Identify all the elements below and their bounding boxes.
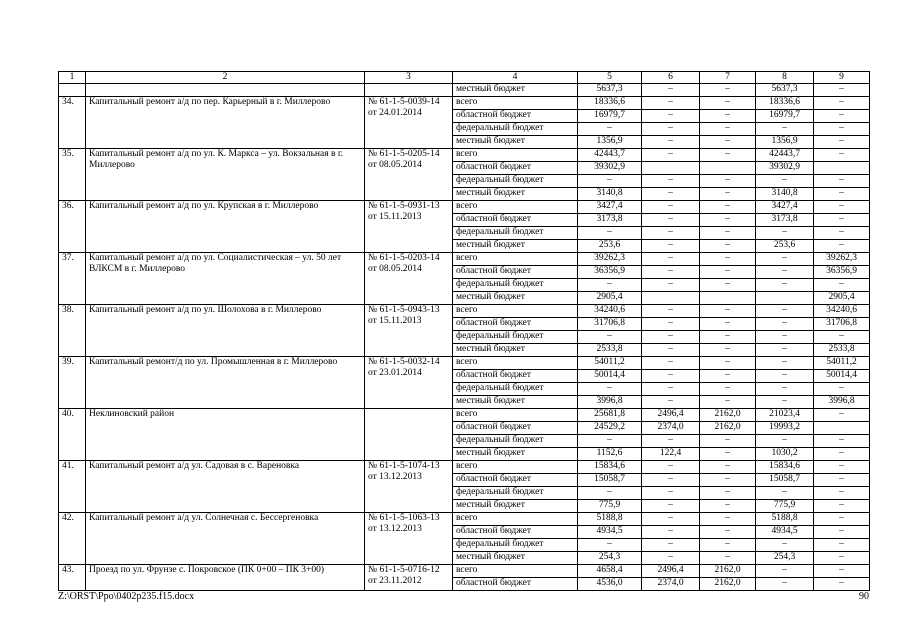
value-cell: 31706,8 (814, 318, 870, 331)
value-cell: – (700, 201, 756, 214)
value-cell: 2374,0 (642, 422, 700, 435)
value-cell: – (700, 84, 756, 97)
value-cell: – (700, 552, 756, 565)
value-cell: – (700, 97, 756, 110)
value-cell: – (814, 500, 870, 513)
value-cell (700, 292, 756, 305)
value-cell: – (578, 123, 642, 136)
value-cell: – (756, 305, 814, 318)
value-cell: – (756, 487, 814, 500)
table-row (59, 201, 870, 214)
value-cell: – (700, 344, 756, 357)
value-cell: – (642, 383, 700, 396)
value-cell: 39262,3 (578, 253, 642, 266)
value-cell: – (814, 409, 870, 422)
value-cell: – (814, 123, 870, 136)
value-cell: 3427,4 (578, 201, 642, 214)
project-number-cell: 40. (59, 409, 86, 461)
budget-type-cell: областной бюджет (453, 162, 578, 175)
value-cell: 50014,4 (814, 370, 870, 383)
project-number-cell: 41. (59, 461, 86, 513)
budget-type-cell: областной бюджет (453, 266, 578, 279)
empty-cell (365, 84, 453, 97)
value-cell: – (700, 318, 756, 331)
value-cell: 3140,8 (578, 188, 642, 201)
value-cell: 2496,4 (642, 565, 700, 578)
value-cell: 39262,3 (814, 253, 870, 266)
value-cell (814, 162, 870, 175)
project-name-cell: Проезд по ул. Фрунзе с. Покровское (ПК 0+00 – ПК 3+00) (86, 565, 365, 591)
budget-type-cell: федеральный бюджет (453, 175, 578, 188)
table-row (59, 84, 870, 97)
value-cell: – (814, 279, 870, 292)
table-row (59, 513, 870, 526)
value-cell: – (814, 448, 870, 461)
value-cell: – (756, 331, 814, 344)
value-cell: – (642, 188, 700, 201)
value-cell: – (700, 396, 756, 409)
project-document-cell: № 61-1-5-1074-13 от 13.12.2013 (365, 461, 453, 513)
value-cell: 21023,4 (756, 409, 814, 422)
project-number-cell: 38. (59, 305, 86, 357)
value-cell: – (700, 435, 756, 448)
project-number-cell: 43. (59, 565, 86, 591)
value-cell: – (700, 513, 756, 526)
value-cell: – (578, 383, 642, 396)
value-cell: – (756, 396, 814, 409)
value-cell: 2905,4 (578, 292, 642, 305)
budget-type-cell: областной бюджет (453, 318, 578, 331)
value-cell: – (700, 279, 756, 292)
value-cell: – (642, 357, 700, 370)
value-cell: – (642, 539, 700, 552)
value-cell: 42443,7 (578, 149, 642, 162)
value-cell: – (814, 578, 870, 591)
value-cell: – (814, 526, 870, 539)
project-name-cell: Капитальный ремонт а/д по ул. Шолохова в г. Миллерово (86, 305, 365, 357)
table-row (59, 97, 870, 110)
value-cell: 3173,8 (756, 214, 814, 227)
value-cell: 18336,6 (756, 97, 814, 110)
value-cell: – (700, 227, 756, 240)
project-name-cell: Капитальный ремонт а/д ул. Солнечная с. Бессергеновка (86, 513, 365, 565)
value-cell: – (814, 110, 870, 123)
project-name-cell: Капитальный ремонт а/д по ул. К. Маркса – ул. Вокзальная в г. Миллерово (86, 149, 365, 201)
value-cell: 2162,0 (700, 578, 756, 591)
column-header: 3 (365, 72, 453, 84)
project-name-cell: Капитальный ремонт а/д по пер. Карьерный в г. Миллерово (86, 97, 365, 149)
table-row (59, 149, 870, 162)
value-cell: 15834,6 (578, 461, 642, 474)
project-number-cell: 36. (59, 201, 86, 253)
value-cell: – (700, 474, 756, 487)
value-cell: – (814, 461, 870, 474)
value-cell: – (756, 344, 814, 357)
project-name-cell: Капитальный ремонт а/д по ул. Социалистическая – ул. 50 лет ВЛКСМ в г. Миллерово (86, 253, 365, 305)
value-cell: – (700, 370, 756, 383)
column-header: 6 (642, 72, 700, 84)
project-number-cell: 39. (59, 357, 86, 409)
value-cell: 4536,0 (578, 578, 642, 591)
value-cell: – (814, 201, 870, 214)
value-cell: – (642, 318, 700, 331)
value-cell: – (814, 435, 870, 448)
value-cell: – (700, 448, 756, 461)
value-cell: – (814, 240, 870, 253)
table-row (59, 565, 870, 578)
value-cell: – (814, 214, 870, 227)
project-document-cell: № 61-1-5-0943-13 от 15.11.2013 (365, 305, 453, 357)
page-number: 90 (859, 591, 869, 602)
value-cell: – (756, 370, 814, 383)
value-cell: 36356,9 (578, 266, 642, 279)
value-cell: – (700, 266, 756, 279)
value-cell: – (814, 97, 870, 110)
value-cell: 2374,0 (642, 578, 700, 591)
value-cell: – (756, 383, 814, 396)
project-document-cell: № 61-1-5-0032-14 от 23.01.2014 (365, 357, 453, 409)
value-cell: – (642, 474, 700, 487)
budget-type-cell: местный бюджет (453, 136, 578, 149)
value-cell: – (700, 214, 756, 227)
column-header: 1 (59, 72, 86, 84)
project-name-cell: Капитальный ремонт а/д по ул. Крупская в г. Миллерово (86, 201, 365, 253)
value-cell: 3996,8 (814, 396, 870, 409)
budget-type-cell: федеральный бюджет (453, 123, 578, 136)
budget-type-cell: областной бюджет (453, 526, 578, 539)
project-number-cell: 35. (59, 149, 86, 201)
value-cell: 25681,8 (578, 409, 642, 422)
value-cell: – (700, 357, 756, 370)
budget-type-cell: всего (453, 357, 578, 370)
value-cell: 19993,2 (756, 422, 814, 435)
value-cell: – (814, 539, 870, 552)
value-cell: – (642, 84, 700, 97)
value-cell: – (642, 149, 700, 162)
value-cell: – (700, 149, 756, 162)
value-cell: – (814, 552, 870, 565)
value-cell: – (814, 331, 870, 344)
value-cell: – (814, 383, 870, 396)
value-cell: – (756, 227, 814, 240)
value-cell: 18336,6 (578, 97, 642, 110)
header-row (59, 72, 870, 84)
project-name-cell: Капитальный ремонт а/д ул. Садовая в с. Вареновка (86, 461, 365, 513)
value-cell: – (756, 253, 814, 266)
value-cell: – (700, 487, 756, 500)
budget-type-cell: федеральный бюджет (453, 539, 578, 552)
value-cell (814, 422, 870, 435)
empty-cell (86, 84, 365, 97)
value-cell: 3996,8 (578, 396, 642, 409)
value-cell: 36356,9 (814, 266, 870, 279)
value-cell: – (814, 136, 870, 149)
column-header: 9 (814, 72, 870, 84)
budget-type-cell: всего (453, 253, 578, 266)
project-name-cell: Капитальный ремонт/д по ул. Промышленная в г. Миллерово (86, 357, 365, 409)
value-cell: – (578, 539, 642, 552)
value-cell: – (642, 344, 700, 357)
value-cell: 5637,3 (756, 84, 814, 97)
value-cell: 16979,7 (578, 110, 642, 123)
value-cell: – (642, 214, 700, 227)
budget-type-cell: всего (453, 513, 578, 526)
value-cell: 3427,4 (756, 201, 814, 214)
column-header: 7 (700, 72, 756, 84)
project-document-cell: № 61-1-5-0039-14 от 24.01.2014 (365, 97, 453, 149)
value-cell: 253,6 (756, 240, 814, 253)
value-cell: – (700, 461, 756, 474)
value-cell (642, 162, 700, 175)
value-cell: – (700, 500, 756, 513)
value-cell: – (700, 240, 756, 253)
value-cell: – (700, 383, 756, 396)
budget-type-cell: местный бюджет (453, 188, 578, 201)
budget-type-cell: федеральный бюджет (453, 227, 578, 240)
value-cell: 254,3 (578, 552, 642, 565)
value-cell: – (578, 331, 642, 344)
value-cell: – (642, 526, 700, 539)
value-cell: 2496,4 (642, 409, 700, 422)
value-cell: 1152,6 (578, 448, 642, 461)
column-header: 5 (578, 72, 642, 84)
value-cell: – (642, 136, 700, 149)
value-cell: 34240,6 (814, 305, 870, 318)
budget-type-cell: областной бюджет (453, 578, 578, 591)
table-row (59, 305, 870, 318)
budget-type-cell: всего (453, 409, 578, 422)
project-document-cell: № 61-1-5-0203-14 от 08.05.2014 (365, 253, 453, 305)
budget-type-cell: местный бюджет (453, 396, 578, 409)
value-cell: – (642, 110, 700, 123)
value-cell: – (578, 175, 642, 188)
value-cell: – (814, 188, 870, 201)
budget-type-cell: областной бюджет (453, 422, 578, 435)
value-cell (756, 292, 814, 305)
budget-table (58, 71, 870, 591)
value-cell: 775,9 (756, 500, 814, 513)
value-cell: – (700, 175, 756, 188)
budget-type-cell: местный бюджет (453, 552, 578, 565)
value-cell: – (642, 253, 700, 266)
budget-type-cell: областной бюджет (453, 110, 578, 123)
value-cell: – (700, 136, 756, 149)
value-cell: 1356,9 (756, 136, 814, 149)
budget-type-cell: областной бюджет (453, 474, 578, 487)
value-cell: – (700, 188, 756, 201)
value-cell: 122,4 (642, 448, 700, 461)
project-document-cell: № 61-1-5-1063-13 от 13.12.2013 (365, 513, 453, 565)
value-cell: – (642, 97, 700, 110)
project-name-cell: Неклиновский район (86, 409, 365, 461)
column-header: 8 (756, 72, 814, 84)
value-cell: – (642, 266, 700, 279)
budget-type-cell: всего (453, 461, 578, 474)
value-cell: – (700, 526, 756, 539)
budget-type-cell: всего (453, 97, 578, 110)
value-cell: 15058,7 (578, 474, 642, 487)
budget-type-cell: федеральный бюджет (453, 279, 578, 292)
value-cell: – (814, 149, 870, 162)
budget-type-cell: местный бюджет (453, 344, 578, 357)
value-cell: – (642, 513, 700, 526)
value-cell: 5637,3 (578, 84, 642, 97)
value-cell: – (642, 435, 700, 448)
budget-type-cell: местный бюджет (453, 500, 578, 513)
value-cell: – (700, 331, 756, 344)
value-cell: 1030,2 (756, 448, 814, 461)
value-cell: – (700, 253, 756, 266)
table-row (59, 409, 870, 422)
table-row (59, 357, 870, 370)
value-cell: – (756, 175, 814, 188)
value-cell: 15058,7 (756, 474, 814, 487)
value-cell: 24529,2 (578, 422, 642, 435)
budget-type-cell: всего (453, 201, 578, 214)
value-cell: – (814, 474, 870, 487)
value-cell: 16979,7 (756, 110, 814, 123)
value-cell: 3140,8 (756, 188, 814, 201)
value-cell: – (642, 175, 700, 188)
value-cell: 1356,9 (578, 136, 642, 149)
value-cell: 39302,9 (756, 162, 814, 175)
budget-type-cell: всего (453, 305, 578, 318)
value-cell: 39302,9 (578, 162, 642, 175)
value-cell: 54011,2 (814, 357, 870, 370)
value-cell: – (814, 513, 870, 526)
value-cell: 5188,8 (578, 513, 642, 526)
budget-type-cell: областной бюджет (453, 370, 578, 383)
budget-type-cell: федеральный бюджет (453, 487, 578, 500)
value-cell: – (642, 487, 700, 500)
value-cell: – (814, 84, 870, 97)
value-cell: – (756, 539, 814, 552)
budget-type-cell: областной бюджет (453, 214, 578, 227)
value-cell: – (642, 461, 700, 474)
value-cell: – (814, 175, 870, 188)
column-header: 4 (453, 72, 578, 84)
value-cell: – (756, 357, 814, 370)
value-cell: 3173,8 (578, 214, 642, 227)
value-cell: – (700, 305, 756, 318)
project-document-cell (365, 409, 453, 461)
value-cell: – (578, 487, 642, 500)
value-cell: – (642, 396, 700, 409)
table-row (59, 253, 870, 266)
value-cell: 254,3 (756, 552, 814, 565)
value-cell: 34240,6 (578, 305, 642, 318)
value-cell: 15834,6 (756, 461, 814, 474)
value-cell: – (814, 565, 870, 578)
value-cell: 2162,0 (700, 422, 756, 435)
project-number-cell: 34. (59, 97, 86, 149)
budget-type-cell: федеральный бюджет (453, 383, 578, 396)
column-header: 2 (86, 72, 365, 84)
value-cell: – (642, 201, 700, 214)
value-cell: 50014,4 (578, 370, 642, 383)
value-cell: 54011,2 (578, 357, 642, 370)
value-cell: – (756, 266, 814, 279)
value-cell (700, 162, 756, 175)
value-cell: – (642, 331, 700, 344)
value-cell (642, 292, 700, 305)
value-cell: – (814, 227, 870, 240)
value-cell: – (642, 305, 700, 318)
value-cell: – (578, 435, 642, 448)
project-number-cell: 37. (59, 253, 86, 305)
budget-type-cell: местный бюджет (453, 292, 578, 305)
budget-type-cell: местный бюджет (453, 448, 578, 461)
table-row (59, 461, 870, 474)
value-cell: – (700, 539, 756, 552)
value-cell: 31706,8 (578, 318, 642, 331)
value-cell: – (756, 123, 814, 136)
value-cell: 4934,5 (578, 526, 642, 539)
value-cell: 4934,5 (756, 526, 814, 539)
value-cell: – (756, 565, 814, 578)
value-cell: – (642, 240, 700, 253)
value-cell: – (814, 487, 870, 500)
value-cell: 2533,8 (578, 344, 642, 357)
value-cell: 253,6 (578, 240, 642, 253)
value-cell: – (642, 370, 700, 383)
footer-file-path: Z:\ORST\Ppo\0402p235.f15.docx (58, 591, 195, 602)
budget-type-cell: федеральный бюджет (453, 331, 578, 344)
value-cell: – (700, 123, 756, 136)
value-cell: – (642, 227, 700, 240)
budget-type-cell: всего (453, 149, 578, 162)
value-cell: 2533,8 (814, 344, 870, 357)
value-cell: – (642, 552, 700, 565)
budget-type-cell: местный бюджет (453, 84, 578, 97)
value-cell: 2162,0 (700, 409, 756, 422)
empty-cell (59, 84, 86, 97)
project-document-cell: № 61-1-5-0931-13 от 15.11.2013 (365, 201, 453, 253)
budget-type-cell: федеральный бюджет (453, 435, 578, 448)
value-cell: – (756, 578, 814, 591)
value-cell: 5188,8 (756, 513, 814, 526)
value-cell: – (578, 227, 642, 240)
value-cell: 2162,0 (700, 565, 756, 578)
value-cell: – (756, 279, 814, 292)
value-cell: 775,9 (578, 500, 642, 513)
value-cell: – (756, 318, 814, 331)
budget-type-cell: всего (453, 565, 578, 578)
value-cell: 42443,7 (756, 149, 814, 162)
budget-type-cell: местный бюджет (453, 240, 578, 253)
value-cell: 2905,4 (814, 292, 870, 305)
value-cell: – (700, 110, 756, 123)
value-cell: – (642, 500, 700, 513)
value-cell: – (642, 123, 700, 136)
project-document-cell: № 61-1-5-0205-14 от 08.05.2014 (365, 149, 453, 201)
value-cell: 4658,4 (578, 565, 642, 578)
value-cell: – (578, 279, 642, 292)
value-cell: – (756, 435, 814, 448)
project-document-cell: № 61-1-5-0716-12 от 23.11.2012 (365, 565, 453, 591)
project-number-cell: 42. (59, 513, 86, 565)
table-header (59, 72, 870, 84)
table-body (59, 84, 870, 591)
value-cell: – (642, 279, 700, 292)
